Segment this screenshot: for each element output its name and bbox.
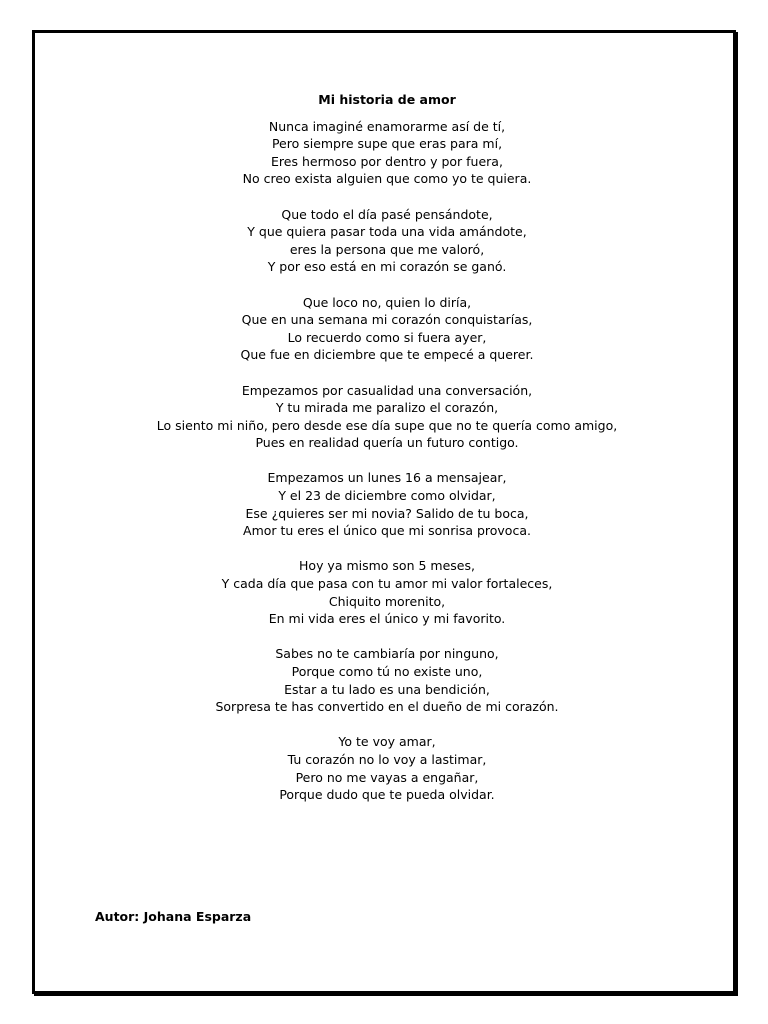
stanza-8 (35, 733, 739, 803)
author-credit: Autor: Johana Esparza (95, 909, 252, 924)
poem-line: Y que quiera pasar toda una vida amándote, (247, 224, 527, 240)
poem-line: Amor tu eres el único que mi sonrisa provoca. (243, 523, 531, 539)
poem-line: Ese ¿quieres ser mi novia? Salido de tu boca, (245, 505, 529, 521)
poem-line: Que fue en diciembre que te empecé a querer. (240, 347, 534, 363)
stanza-3 (35, 294, 739, 364)
poem-line: Lo recuerdo como si fuera ayer, (287, 329, 487, 345)
poem-line: Pero siempre supe que eras para mí, (271, 136, 503, 152)
poem-line: Y por eso está en mi corazón se ganó. (267, 259, 507, 275)
poem-line: Y el 23 de diciembre como olvidar, (278, 488, 496, 504)
poem-line: Yo te voy amar, (338, 734, 436, 750)
poem-line: Y tu mirada me paralizo el corazón, (275, 400, 499, 416)
poem-line: Eres hermoso por dentro y por fuera, (271, 153, 503, 169)
stanza-2 (35, 206, 739, 276)
poem-line: Porque dudo que te pueda olvidar. (279, 787, 495, 803)
stanza-5 (35, 469, 739, 539)
poem-line: En mi vida eres el único y mi favorito. (268, 611, 506, 627)
poem-line: Sorpresa te has convertido en el dueño de mi corazón. (215, 699, 559, 715)
poem-line: Empezamos por casualidad una conversación, (241, 382, 533, 398)
poem-line: Y cada día que pasa con tu amor mi valor fortaleces, (221, 576, 553, 592)
poem-title: Mi historia de amor (318, 92, 456, 107)
poem-line: Chiquito morenito, (328, 593, 446, 609)
poem-line: Empezamos un lunes 16 a mensajear, (267, 470, 507, 486)
poem-line: eres la persona que me valoró, (289, 241, 485, 257)
poem-line: No creo exista alguien que como yo te quiera. (242, 171, 532, 187)
stanza-4 (35, 382, 739, 452)
poem-body (35, 91, 739, 821)
poem-line: Que loco no, quien lo diría, (302, 294, 472, 310)
poem-line: Hoy ya mismo son 5 meses, (299, 558, 475, 574)
poem-line: Sabes no te cambiaría por ninguno, (275, 646, 499, 662)
stanza-7 (35, 645, 739, 715)
poem-line: Estar a tu lado es una bendición, (284, 681, 490, 697)
poem-line: Que todo el día pasé pensándote, (281, 206, 493, 222)
poem-line: Nunca imaginé enamorarme así de tí, (268, 118, 506, 134)
poem-line: Pero no me vayas a engañar, (295, 769, 479, 785)
stanza-1 (35, 118, 739, 188)
stanza-6 (35, 557, 739, 627)
poem-line: Pues en realidad quería un futuro contigo. (255, 435, 519, 451)
poem-line: Que en una semana mi corazón conquistarías, (241, 312, 533, 328)
poem-line: Lo siento mi niño, pero desde ese día supe que no te quería como amigo, (156, 417, 618, 433)
poem-line: Porque como tú no existe uno, (291, 664, 483, 679)
page-border (32, 30, 736, 994)
poem-line: Tu corazón no lo voy a lastimar, (287, 751, 487, 767)
